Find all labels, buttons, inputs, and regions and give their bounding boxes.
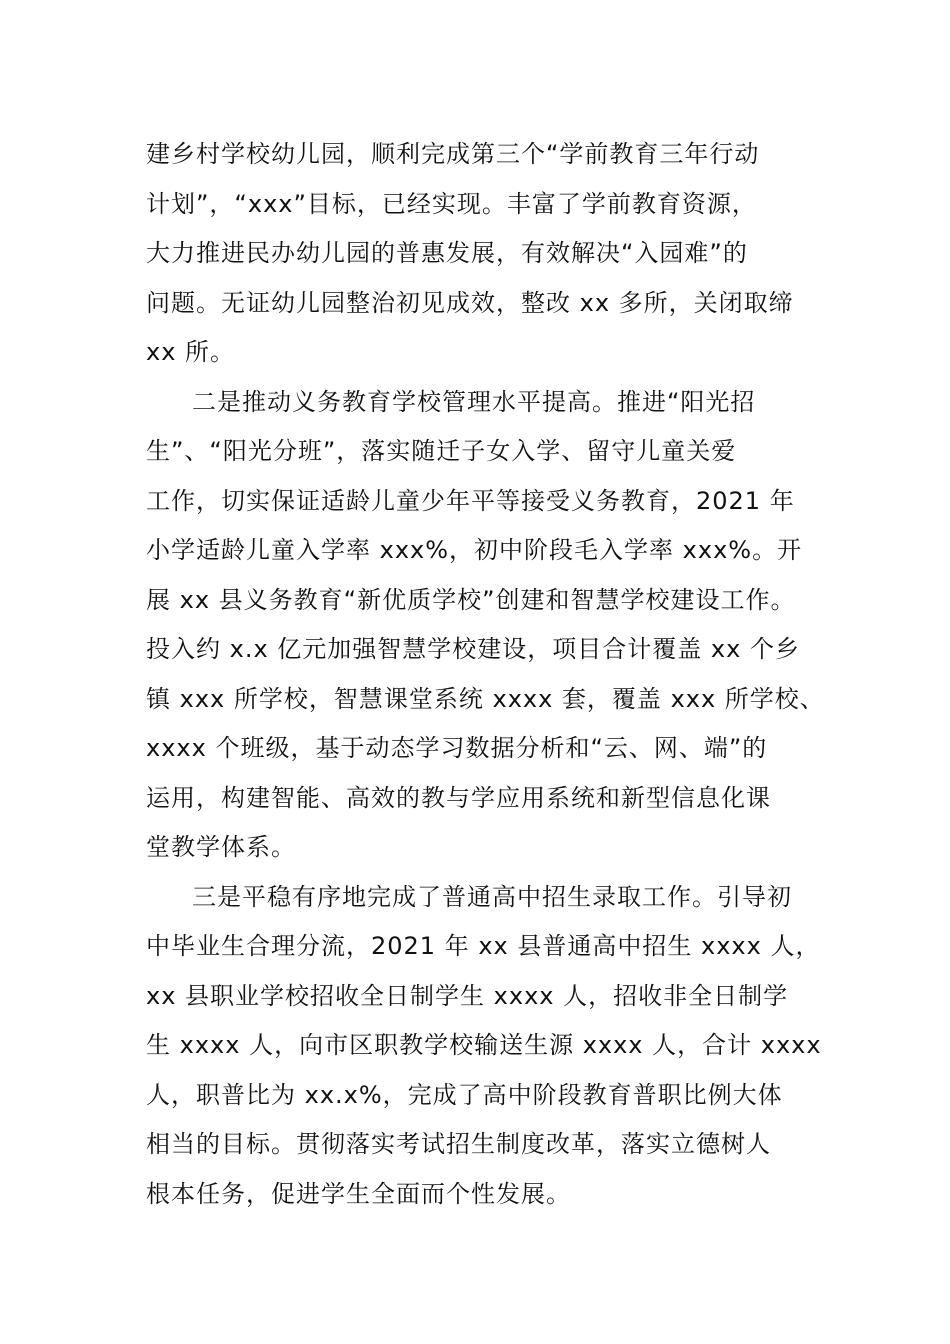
text-line: xx 县职业学校招收全日制学生 xxxx 人，招收非全日制学 <box>146 981 789 1010</box>
text-line: 大力推进民办幼儿园的普惠发展，有效解决“入园难”的 <box>146 239 748 267</box>
text-line: 镇 xxx 所学校，智慧课堂系统 xxxx 套，覆盖 xxx 所学校、 <box>146 684 825 713</box>
text-line: 问题。无证幼儿园整治初见成效，整改 xx 多所，关闭取缔 <box>146 288 794 317</box>
text-line: 展 xx 县义务教育“新优质学校”创建和智慧学校建设工作。 <box>146 585 796 614</box>
text-line: 三是平稳有序地完成了普通高中招生录取工作。引导初 <box>192 882 792 911</box>
paragraph-high-school-enrollment <box>146 873 822 1220</box>
text-line: xx 所。 <box>146 338 236 366</box>
text-line: xxxx 个班级，基于动态学习数据分析和“云、网、端”的 <box>146 734 768 762</box>
text-line: 工作，切实保证适龄儿童少年平等接受义务教育，2021 年 <box>146 486 795 515</box>
text-line: 小学适龄儿童入学率 xxx%，初中阶段毛入学率 xxx%。开 <box>146 536 803 564</box>
text-line: 建乡村学校幼儿园，顺利完成第三个“学前教育三年行动 <box>146 140 760 168</box>
text-line: 人，职普比为 xx.x%，完成了高中阶段教育普职比例大体 <box>146 1080 783 1109</box>
paragraph-compulsory-education <box>146 378 825 873</box>
text-line: 堂教学体系。 <box>146 833 296 861</box>
text-line: 根本任务，促进学生全面而个性发展。 <box>146 1179 571 1208</box>
text-line: 相当的目标。贯彻落实考试招生制度改革，落实立德树人 <box>146 1130 771 1158</box>
document-body <box>146 130 825 1219</box>
text-line: 运用，构建智能、高效的教与学应用系统和新型信息化课 <box>146 783 771 812</box>
text-line: 二是推动义务教育学校管理水平提高。推进“阳光招 <box>192 387 756 416</box>
text-line: 生 xxxx 人，向市区职教学校输送生源 xxxx 人，合计 xxxx <box>146 1031 822 1059</box>
paragraph-preschool-continued <box>146 130 816 378</box>
text-line: 中毕业生合理分流，2021 年 xx 县普通高中招生 xxxx 人， <box>146 932 821 960</box>
text-line: 生”、“阳光分班”，落实随迁子女入学、留守儿童关爱 <box>146 437 737 465</box>
text-line: 投入约 x.x 亿元加强智慧学校建设，项目合计覆盖 xx 个乡 <box>146 635 800 663</box>
text-line: 计划”，“xxx”目标，已经实现。丰富了学前教育资源， <box>146 189 757 218</box>
